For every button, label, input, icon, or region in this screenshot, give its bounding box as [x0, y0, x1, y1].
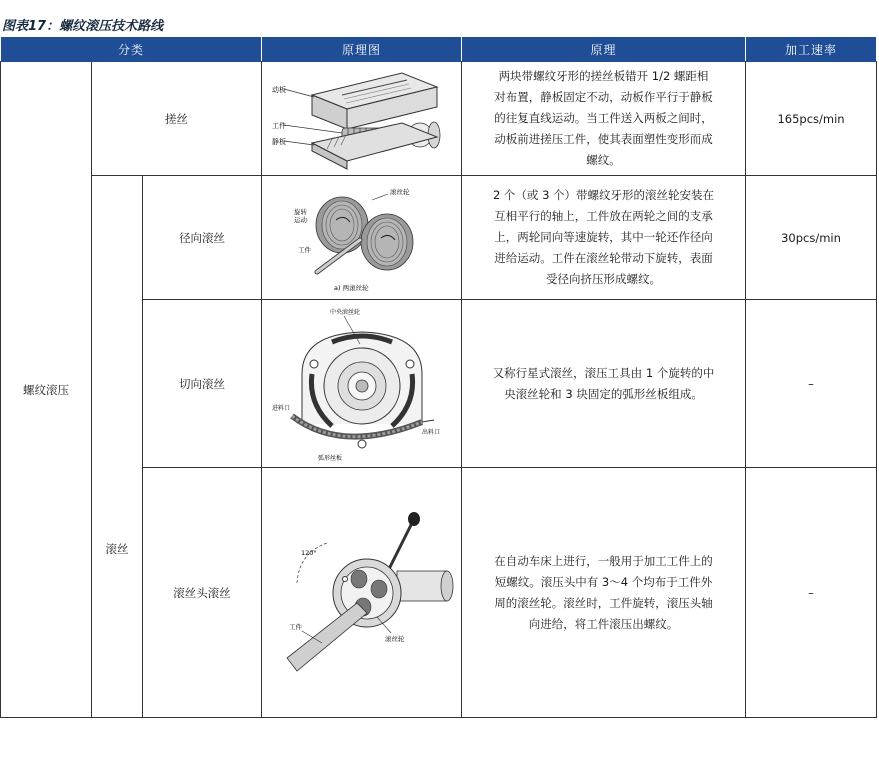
label-feed-in: 进料口 — [271, 404, 290, 412]
row-name-cuosi: 搓丝 — [92, 62, 262, 176]
label-static-plate: 静板 — [271, 137, 286, 146]
thread-rolling-table — [0, 36, 877, 718]
diagram-cuosi — [262, 62, 462, 176]
page-header-fragment — [0, 0, 879, 6]
label-feed-out: 出料口 — [421, 428, 440, 436]
principle-tangential: 又称行星式滚丝，滚压工具由 1 个旋转的中 央滚丝轮和 3 块固定的弧形丝板组成。 — [462, 300, 746, 468]
diagram-caption: a) 两滚丝轮 — [333, 284, 369, 292]
label-angle: 120° — [300, 548, 317, 557]
label-workpiece: 工件 — [271, 121, 286, 130]
diagram-head — [262, 468, 462, 718]
flat-die-rolling-diagram — [272, 65, 452, 173]
header-speed: 加工速率 — [746, 37, 877, 62]
label-center-wheel: 中央滚丝轮 — [329, 308, 360, 316]
diagram-tangential — [262, 300, 462, 468]
group-label-cell: 螺纹滚压 — [1, 62, 92, 718]
table-header-row — [1, 37, 877, 62]
label-arc-plate: 弧形丝板 — [317, 454, 342, 462]
label-workpiece: 工件 — [297, 246, 311, 254]
header-category: 分类 — [1, 37, 262, 62]
label-motion: 运动 — [293, 216, 307, 224]
two-wheel-rolling-diagram — [292, 180, 432, 295]
row-name-tangential: 切向滚丝 — [143, 300, 262, 468]
rolling-head-diagram — [267, 493, 457, 693]
label-workpiece: 工件 — [288, 622, 302, 631]
label-rotation: 旋转 — [293, 208, 307, 216]
principle-cuosi: 两块带螺纹牙形的搓丝板错开 1/2 螺距相 对布置，静板固定不动，动板作平行于静板 的往复直线运动。当工件送入两板之间时， 动板前进搓压工件，使其表面塑性变形而成 螺纹。 — [462, 62, 746, 176]
diagram-radial — [262, 176, 462, 300]
header-principle: 原理 — [462, 37, 746, 62]
label-moving-plate: 动板 — [271, 85, 286, 94]
label-rolling-wheel: 滚丝轮 — [384, 634, 405, 643]
table-row-radial — [1, 176, 877, 300]
principle-radial: 2 个（或 3 个）带螺纹牙形的滚丝轮安装在 互相平行的轴上，工件放在两轮之间的支承 上，两轮同向等速旋转，其中一轮还作径向 进给运动。工件在滚丝轮带动下旋转，表面 受径向挤压形成螺纹。 — [462, 176, 746, 300]
table-row-cuosi — [1, 62, 877, 176]
speed-cuosi: 165pcs/min — [746, 62, 877, 176]
row-name-head: 滚丝头滚丝 — [143, 468, 262, 718]
speed-tangential: – — [746, 300, 877, 468]
figure-title: 图表17：螺纹滚压技术路线 — [2, 19, 164, 34]
speed-radial: 30pcs/min — [746, 176, 877, 300]
principle-head: 在自动车床上进行，一般用于加工工件上的 短螺纹。滚压头中有 3～4 个均布于工件外 周的滚丝轮。滚丝时，工件旋转，滚压头轴 向进给，将工件滚压出螺纹。 — [462, 468, 746, 718]
source-footnote — [0, 760, 879, 768]
row-name-radial: 径向滚丝 — [143, 176, 262, 300]
speed-head: – — [746, 468, 877, 718]
header-diagram: 原理图 — [262, 37, 462, 62]
label-rolling-wheel: 滚丝轮 — [389, 188, 410, 196]
subgroup-label-cell: 滚丝 — [92, 176, 143, 718]
planetary-rolling-diagram — [272, 304, 452, 464]
